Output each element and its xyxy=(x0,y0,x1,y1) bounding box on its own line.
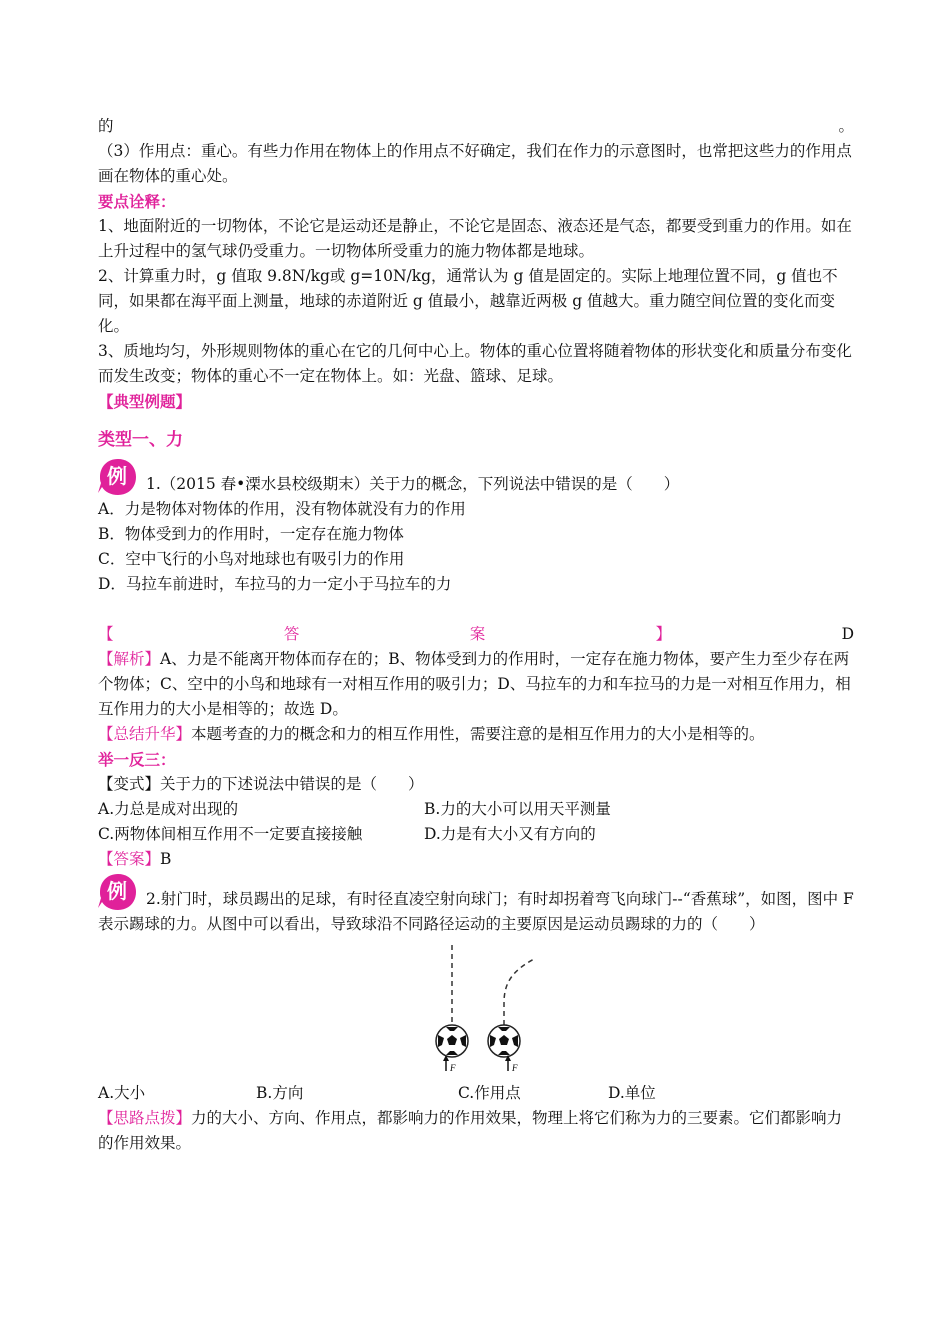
football-icon xyxy=(488,1025,520,1057)
answer-label-open: 【 xyxy=(98,625,114,643)
question-2-stem: 2.射门时，球员踢出的足球，有时径直凌空射向球门；有时却拐着弯飞向球门--“香蕉球”，如图，图中 F 表示踢球的力。从图中可以看出，导致球沿不同路径运动的主要原因是运动员踢球的力的（ ） xyxy=(98,890,854,933)
variant-label: 【变式】 xyxy=(98,775,161,793)
question-1 xyxy=(98,457,854,747)
summary-label: 【总结升华】 xyxy=(98,725,192,743)
force-label: F xyxy=(450,1063,456,1073)
example-badge-char: 例 xyxy=(107,464,127,488)
variant-option-d: D.力是有大小又有方向的 xyxy=(424,825,596,843)
variant-stem-line xyxy=(98,772,854,797)
answer-label-char-2: 案 xyxy=(469,625,486,643)
hint-text: 力的大小、方向、作用点，都影响力的作用效果，物理上将它们称为力的三要素。它们都影响力的作用效果。 xyxy=(98,1109,843,1152)
question-2-option-a: A.大小 xyxy=(98,1084,146,1102)
document-page xyxy=(98,114,854,1156)
variant-stem: 关于力的下述说法中错误的是（ ） xyxy=(160,775,424,793)
question-1-option-d: D．马拉车前进时，车拉马的力一定小于马拉车的力 xyxy=(98,575,452,593)
variant-options-row-1 xyxy=(98,797,854,822)
answer-label-close: 】 xyxy=(655,625,672,643)
football-diagram xyxy=(416,943,536,1073)
analysis-text: A、力是不能离开物体而存在的；B、物体受到力的作用时，一定存在施力物体，要产生力至少存在两个物体；C、空中的小鸟和地球有一对相互作用的吸引力；D、马拉车的力和车拉马的力是一对相互作用力，相互作用力的大小是相等的；故选 D。 xyxy=(98,650,851,718)
question-2-stem-line xyxy=(98,872,854,937)
question-1-analysis xyxy=(98,647,854,722)
hint-label: 【思路点拨】 xyxy=(98,1109,192,1127)
variant-answer-value: B xyxy=(160,850,172,868)
variant-option-a: A.力总是成对出现的 xyxy=(98,800,239,818)
example-badge-icon xyxy=(98,457,138,497)
variant-option-c: C.两物体间相互作用不一定要直接接触 xyxy=(98,825,363,843)
example-badge-icon xyxy=(98,872,138,912)
variant-question xyxy=(98,772,854,872)
answer-label-char-1: 答 xyxy=(283,625,300,643)
text-fragment: 的 xyxy=(98,117,114,135)
key-point-2: 2、计算重力时，g 值取 9.8N/kg或 g=10N/kg，通常认为 g 值是固定的。实际上地理位置不同，g 值也不同，如果都在海平面上测量，地球的赤道附近 g 值最小，越靠近两极 g 值越大。重力随空间位置的变化而变化。 xyxy=(98,267,838,335)
key-point-3: 3、质地均匀，外形规则物体的重心在它的几何中心上。物体的重心位置将随着物体的形状变化和质量分布变化而发生改变；物体的重心不一定在物体上。如：光盘、篮球、足球。 xyxy=(98,342,852,385)
text-fragment: 。 xyxy=(838,117,854,135)
variant-answer xyxy=(98,847,854,872)
football-kick-figure xyxy=(98,943,854,1073)
question-2 xyxy=(98,872,854,1156)
question-1-option-c: C．空中飞行的小鸟对地球也有吸引力的作用 xyxy=(98,550,405,568)
key-points-heading: 要点诠释： xyxy=(98,192,176,211)
question-1-option-a: A．力是物体对物体的作用，没有物体就没有力的作用 xyxy=(98,500,466,518)
question-1-answer-line xyxy=(98,622,854,647)
point-3-paragraph: （3）作用点：重心。有些力作用在物体上的作用点不好确定，我们在作力的示意图时，也常把这些力的作用点画在物体的重心处。 xyxy=(98,142,852,185)
question-1-option-b: B．物体受到力的作用时，一定存在施力物体 xyxy=(98,525,404,543)
question-1-answer-value: D xyxy=(841,625,854,643)
question-2-option-d: D.单位 xyxy=(608,1084,656,1102)
variant-option-b: B.力的大小可以用天平测量 xyxy=(424,800,611,818)
question-2-option-b: B.方向 xyxy=(256,1084,304,1102)
practice-heading: 举一反三： xyxy=(98,750,176,769)
question-1-stem: 1.（2015 春•溧水县校级期末）关于力的概念，下列说法中错误的是（ ） xyxy=(146,475,680,493)
force-label: F xyxy=(512,1063,518,1073)
variant-options-row-2 xyxy=(98,822,854,847)
question-2-options xyxy=(98,1081,854,1106)
spacer xyxy=(98,597,854,622)
typical-examples-heading: 【典型例题】 xyxy=(98,392,192,411)
summary-text: 本题考查的力的概念和力的相互作用性，需要注意的是相互作用力的大小是相等的。 xyxy=(191,725,765,743)
analysis-label: 【解析】 xyxy=(98,650,161,668)
question-2-hint xyxy=(98,1106,854,1156)
question-2-option-c: C.作用点 xyxy=(458,1084,521,1102)
text-line-continuation xyxy=(98,114,854,139)
football-icon xyxy=(436,1025,468,1057)
variant-answer-label: 【答案】 xyxy=(98,850,161,868)
example-badge-char: 例 xyxy=(107,879,127,903)
type-1-heading: 类型一、力 xyxy=(98,430,183,450)
question-1-stem-line xyxy=(98,457,854,497)
key-point-1: 1、地面附近的一切物体，不论它是运动还是静止，不论它是固态、液态还是气态，都要受到重力的作用。如在上升过程中的氢气球仍受重力。一切物体所受重力的施力物体都是地球。 xyxy=(98,217,852,260)
question-1-summary xyxy=(98,722,854,747)
